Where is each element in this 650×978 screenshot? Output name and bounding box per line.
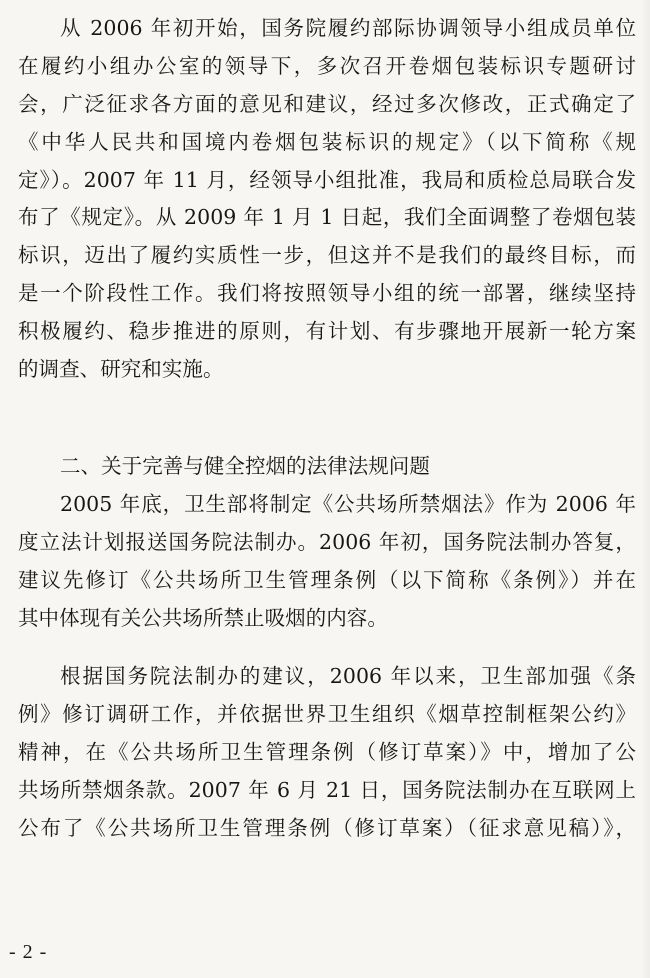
paragraph-line: 度立法计划报送国务院法制办。2006 年初，国务院法制办答复， <box>18 529 636 554</box>
paragraph-line: 精神，在《公共场所卫生管理条例（修订草案）》中，增加了公 <box>18 739 636 764</box>
paragraph-2 <box>18 486 636 638</box>
section-heading <box>18 448 636 486</box>
paragraph-line: 根据国务院法制办的建议，2006 年以来，卫生部加强《条 <box>60 664 636 688</box>
paragraph-line: 积极履约、稳步推进的原则，有计划、有步骤地开展新一轮方案 <box>18 319 636 344</box>
scan-edge-shadow <box>640 0 650 978</box>
paragraph-line: 从 2006 年初开始，国务院履约部际协调领导小组成员单位 <box>60 16 636 40</box>
page-number: - 2 - <box>9 941 48 963</box>
paragraph-line: 2005 年底，卫生部将制定《公共场所禁烟法》作为 2006 年 <box>60 492 636 516</box>
paragraph-line: 共场所禁烟条款。2007 年 6 月 21 日，国务院法制办在互联网上 <box>18 777 636 802</box>
paragraph-line: 例》修订调研工作，并依据世界卫生组织《烟草控制框架公约》 <box>18 701 636 726</box>
paragraph-3 <box>18 658 636 847</box>
paragraph-line: 定》）。2007 年 11 月，经领导小组批准，我局和质检总局联合发 <box>18 167 636 192</box>
section-heading-text: 二、关于完善与健全控烟的法律法规问题 <box>60 454 430 478</box>
paragraph-line: 会，广泛征求各方面的意见和建议，经过多次修改，正式确定了 <box>18 91 636 116</box>
paragraph-1 <box>18 10 636 389</box>
paragraph-line: 布了《规定》。从 2009 年 1 月 1 日起，我们全面调整了卷烟包装 <box>18 205 636 230</box>
paragraph-line: 是一个阶段性工作。我们将按照领导小组的统一部署，继续坚持 <box>18 281 636 306</box>
paragraph-line: 在履约小组办公室的领导下，多次召开卷烟包装标识专题研讨 <box>18 53 636 78</box>
paragraph-line: 的调查、研究和实施。 <box>18 357 224 382</box>
paragraph-line: 标识，迈出了履约实质性一步，但这并不是我们的最终目标，而 <box>18 243 636 268</box>
paragraph-line: 公布了《公共场所卫生管理条例（修订草案）（征求意见稿）》， <box>18 815 636 840</box>
paragraph-line: 《中华人民共和国境内卷烟包装标识的规定》（以下简称《规 <box>18 129 636 154</box>
paragraph-line: 建议先修订《公共场所卫生管理条例（以下简称《条例》）并在 <box>18 567 636 592</box>
paragraph-line: 其中体现有关公共场所禁止吸烟的内容。 <box>18 605 388 630</box>
